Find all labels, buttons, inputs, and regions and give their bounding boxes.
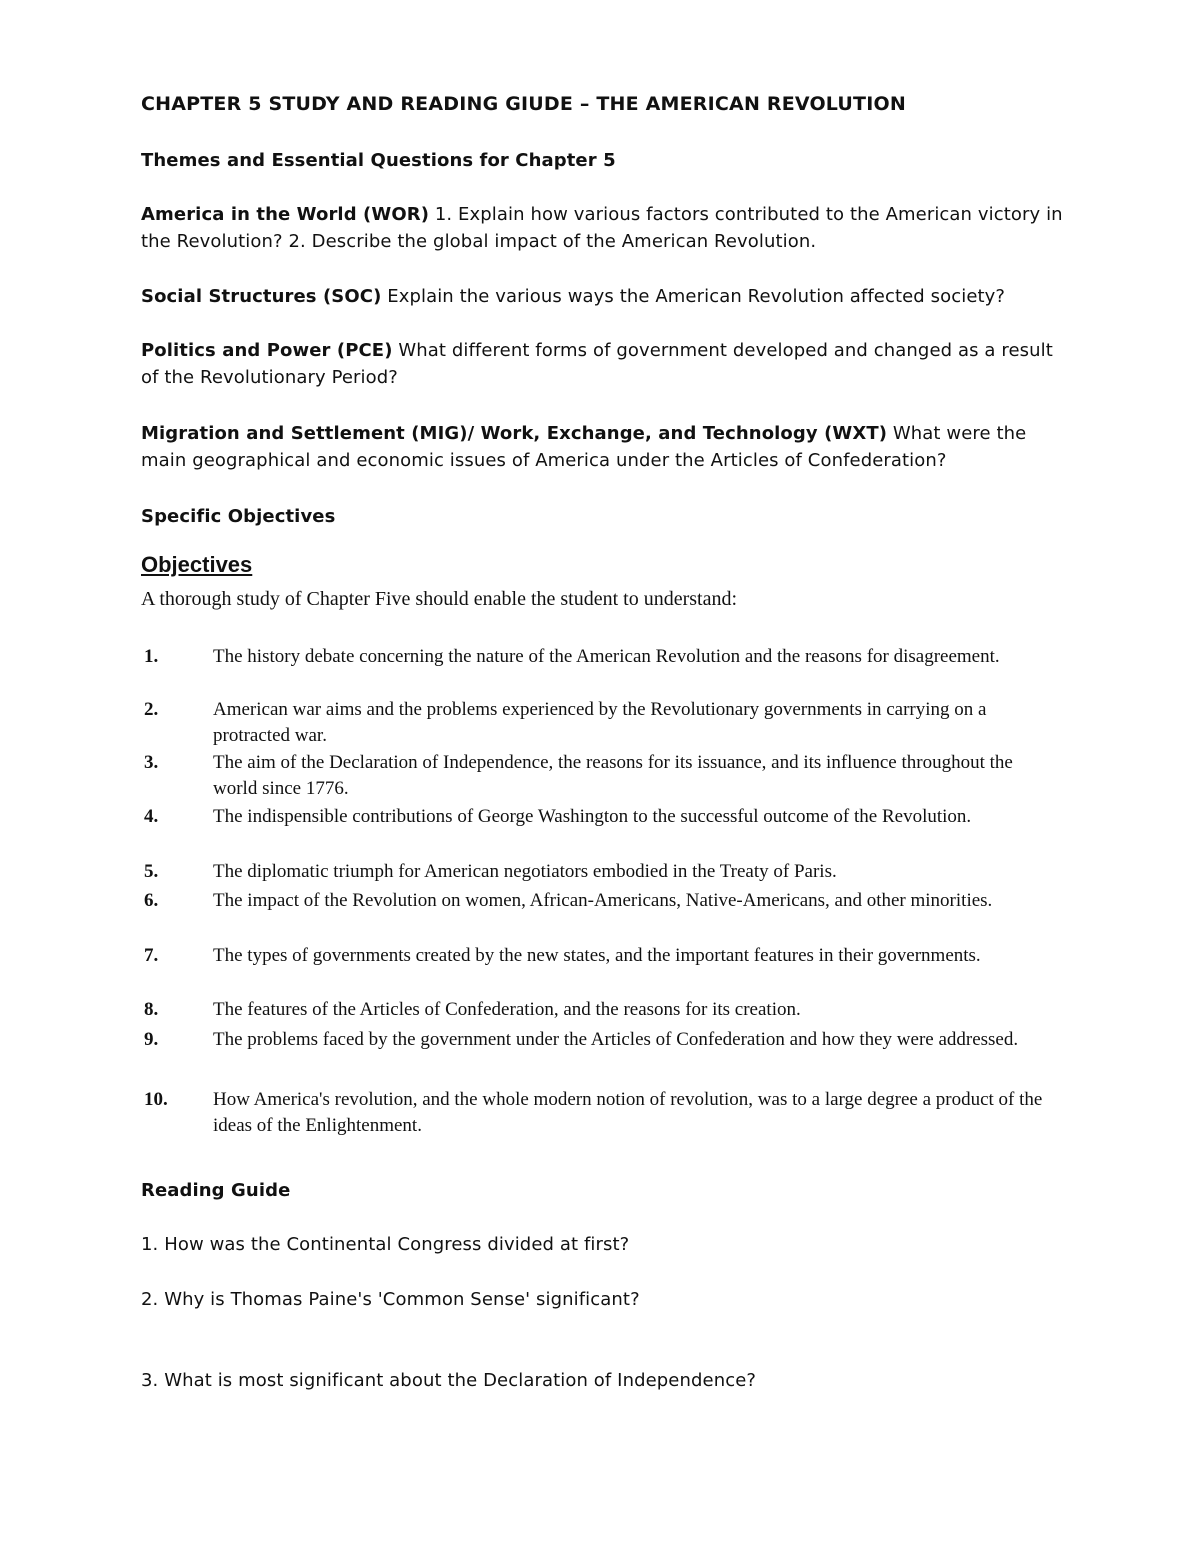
theme-label: America in the World (WOR): [141, 204, 430, 225]
specific-objectives-heading: Specific Objectives: [141, 506, 336, 527]
objective-number: 1.: [144, 646, 159, 667]
objective-number: 5.: [144, 861, 159, 882]
theme-text: What were the main geographical and economic issues of America under the Articles of Confederation?: [141, 423, 1027, 471]
themes-heading: Themes and Essential Questions for Chapter 5: [141, 150, 616, 171]
objectives-heading: Objectives: [141, 552, 253, 577]
objective-text: The diplomatic triumph for American negotiators embodied in the Treaty of Paris.: [213, 861, 837, 882]
objectives-intro: A thorough study of Chapter Five should enable the student to understand:: [141, 588, 738, 610]
theme-text: Explain the various ways the American Revolution affected society?: [381, 286, 1006, 307]
theme-mig-wxt: [141, 420, 1076, 474]
objective-number: 6.: [144, 890, 159, 911]
reading-question: 3. What is most significant about the Declaration of Independence?: [141, 1370, 757, 1391]
theme-label: Politics and Power (PCE): [141, 340, 393, 361]
objective-text: The features of the Articles of Confederation, and the reasons for its creation.: [213, 999, 801, 1020]
theme-text: What different forms of government developed and changed as a result of the Revolutionary Period?: [141, 340, 1053, 388]
objective-text: The types of governments created by the new states, and the important features in their governments.: [213, 945, 981, 966]
objective-number: 2.: [144, 699, 159, 720]
objective-text: The indispensible contributions of George Washington to the successful outcome of the Revolution.: [213, 806, 972, 827]
theme-label: Migration and Settlement (MIG)/ Work, Exchange, and Technology (WXT): [141, 423, 888, 444]
objective-text: The history debate concerning the nature of the American Revolution and the reasons for disagreement.: [213, 646, 1000, 667]
objective-text: The problems faced by the government under the Articles of Confederation and how they were addressed.: [213, 1029, 1019, 1050]
objective-number: 8.: [144, 999, 159, 1020]
objective-text: The impact of the Revolution on women, African-Americans, Native-Americans, and other minorities.: [213, 890, 993, 911]
document-title: CHAPTER 5 STUDY AND READING GIUDE – THE AMERICAN REVOLUTION: [141, 93, 906, 115]
reading-guide-heading: Reading Guide: [141, 1180, 291, 1201]
objective-text: How America's revolution, and the whole modern notion of revolution, was to a large degree a product of the ideas of the Enlightenment.: [213, 1089, 1043, 1136]
objective-text: The aim of the Declaration of Independence, the reasons for its issuance, and its influence throughout the world since 1776.: [213, 752, 1013, 799]
theme-soc: [141, 283, 1071, 310]
theme-pce: [141, 337, 1071, 391]
objective-text: American war aims and the problems experienced by the Revolutionary governments in carrying on a protracted war.: [213, 699, 987, 746]
objective-number: 7.: [144, 945, 159, 966]
objective-number: 3.: [144, 752, 159, 773]
objective-number: 4.: [144, 806, 159, 827]
reading-question: 1. How was the Continental Congress divided at first?: [141, 1234, 630, 1255]
objective-number: 10.: [144, 1089, 168, 1110]
reading-question: 2. Why is Thomas Paine's 'Common Sense' significant?: [141, 1289, 640, 1310]
objective-number: 9.: [144, 1029, 159, 1050]
theme-wor: [141, 201, 1071, 255]
theme-text: 1. Explain how various factors contributed to the American victory in the Revolution? 2. Describe the global impact of the American Revolution.: [141, 204, 1063, 252]
theme-label: Social Structures (SOC): [141, 286, 382, 307]
